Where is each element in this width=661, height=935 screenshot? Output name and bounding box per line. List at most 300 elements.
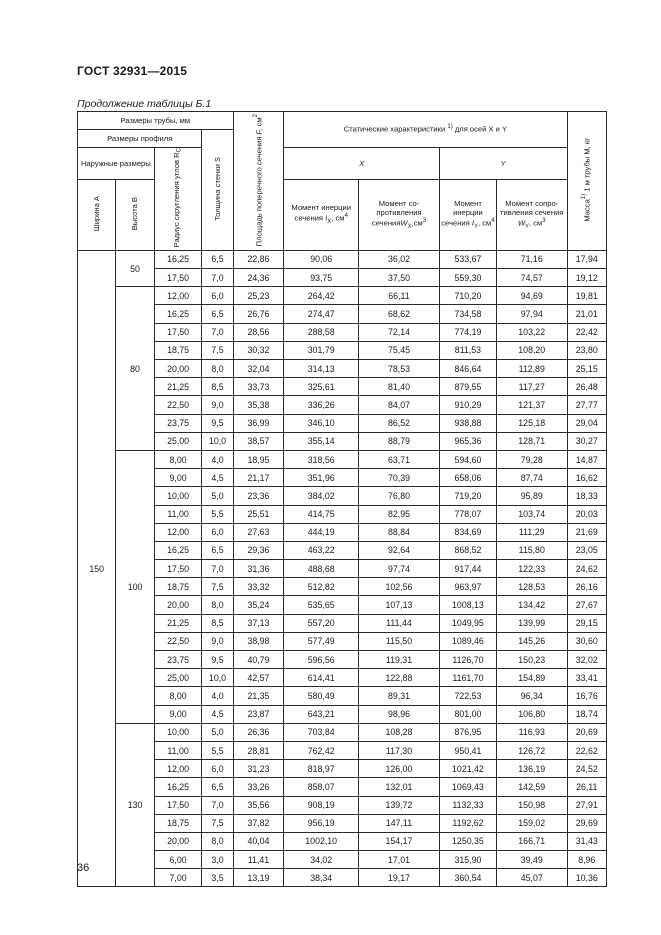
iy-cell: 811,53	[439, 341, 496, 359]
wx-cell: 70,39	[359, 469, 440, 487]
wx-cell: 19,17	[359, 869, 440, 887]
iy-cell: 315,90	[439, 851, 496, 869]
wy-cell: 74,57	[496, 269, 567, 287]
area-cell: 36,99	[233, 414, 284, 432]
wx-cell: 107,13	[359, 596, 440, 614]
mass-cell: 16,76	[567, 687, 606, 705]
area-cell: 33,32	[233, 578, 284, 596]
iy-cell: 876,95	[439, 723, 496, 741]
table-row	[78, 669, 607, 687]
area-cell: 28,56	[233, 323, 284, 341]
mass-cell: 27,91	[567, 796, 606, 814]
radius-cell: 17,50	[154, 560, 202, 578]
area-cell: 26,76	[233, 305, 284, 323]
iy-cell: 1132,33	[439, 796, 496, 814]
header-iy: Момент инерции сечения $I_Y$, $см^4$	[439, 180, 496, 251]
wall-cell: 6,0	[202, 287, 233, 305]
iy-cell: 658,06	[439, 469, 496, 487]
table-row	[78, 632, 607, 650]
wy-cell: 79,28	[496, 450, 567, 468]
iy-cell: 1250,35	[439, 832, 496, 850]
table-row	[78, 778, 607, 796]
wy-cell: 159,02	[496, 814, 567, 832]
wy-cell: 45,07	[496, 869, 567, 887]
wy-cell: 126,72	[496, 741, 567, 759]
wall-cell: 7,0	[202, 269, 233, 287]
wx-cell: 81,40	[359, 378, 440, 396]
wx-cell: 132,01	[359, 778, 440, 796]
area-cell: 35,56	[233, 796, 284, 814]
header-wx: Момент со-противления $сеченияW_X,см^3$	[359, 180, 440, 251]
area-cell: 33,26	[233, 778, 284, 796]
wall-cell: 7,5	[202, 578, 233, 596]
wall-cell: 6,5	[202, 250, 233, 268]
radius-cell: 20,00	[154, 596, 202, 614]
wall-cell: 7,0	[202, 796, 233, 814]
table-row	[78, 851, 607, 869]
area-cell: 21,35	[233, 687, 284, 705]
ix-cell: 355,14	[284, 432, 359, 450]
wall-cell: 8,5	[202, 614, 233, 632]
wall-cell: 10,0	[202, 669, 233, 687]
iy-cell: 360,54	[439, 869, 496, 887]
iy-cell: 774,19	[439, 323, 496, 341]
table-row	[78, 396, 607, 414]
wx-cell: 88,79	[359, 432, 440, 450]
wx-cell: 75,45	[359, 341, 440, 359]
radius-cell: 17,50	[154, 269, 202, 287]
ix-cell: 325,61	[284, 378, 359, 396]
wall-cell: 3,5	[202, 869, 233, 887]
wx-cell: 117,30	[359, 741, 440, 759]
table-row	[78, 269, 607, 287]
wy-cell: 106,80	[496, 705, 567, 723]
wx-cell: 108,28	[359, 723, 440, 741]
header-wy: Момент сопро-тивления сечения $W_Y$, $см^3$	[496, 180, 567, 251]
wx-cell: 139,72	[359, 796, 440, 814]
mass-cell: 14,87	[567, 450, 606, 468]
iy-cell: 910,29	[439, 396, 496, 414]
wall-cell: 10,0	[202, 432, 233, 450]
ix-cell: 314,13	[284, 360, 359, 378]
radius-cell: 16,25	[154, 541, 202, 559]
radius-cell: 22,50	[154, 632, 202, 650]
mass-cell: 26,48	[567, 378, 606, 396]
mass-cell: 18,33	[567, 487, 606, 505]
table-row	[78, 578, 607, 596]
area-cell: 26,36	[233, 723, 284, 741]
table-row	[78, 651, 607, 669]
wx-cell: 119,31	[359, 651, 440, 669]
table-row	[78, 469, 607, 487]
radius-cell: 18,75	[154, 578, 202, 596]
wx-cell: 111,44	[359, 614, 440, 632]
radius-cell: 11,00	[154, 505, 202, 523]
height-b-cell: 80	[116, 287, 154, 451]
radius-cell: 16,25	[154, 250, 202, 268]
mass-cell: 24,52	[567, 760, 606, 778]
wx-cell: 98,96	[359, 705, 440, 723]
table-row	[78, 487, 607, 505]
wx-cell: 92,64	[359, 541, 440, 559]
mass-cell: 26,11	[567, 778, 606, 796]
mass-cell: 30,60	[567, 632, 606, 650]
iy-cell: 834,69	[439, 523, 496, 541]
radius-cell: 10,00	[154, 723, 202, 741]
table-row	[78, 560, 607, 578]
area-cell: 40,79	[233, 651, 284, 669]
ix-cell: 463,22	[284, 541, 359, 559]
wy-cell: 121,37	[496, 396, 567, 414]
ix-cell: 274,47	[284, 305, 359, 323]
area-cell: 31,23	[233, 760, 284, 778]
wall-cell: 8,0	[202, 832, 233, 850]
area-cell: 37,13	[233, 614, 284, 632]
table-row	[78, 414, 607, 432]
table-row	[78, 760, 607, 778]
radius-cell: 23,75	[154, 414, 202, 432]
wy-cell: 125,18	[496, 414, 567, 432]
wy-cell: 145,26	[496, 632, 567, 650]
document-code: ГОСТ 32931—2015	[77, 64, 188, 78]
ix-cell: 703,84	[284, 723, 359, 741]
wall-cell: 5,0	[202, 487, 233, 505]
wall-cell: 7,5	[202, 341, 233, 359]
wx-cell: 68,62	[359, 305, 440, 323]
table-row	[78, 705, 607, 723]
mass-cell: 19,12	[567, 269, 606, 287]
iy-cell: 950,41	[439, 741, 496, 759]
wy-cell: 108,20	[496, 341, 567, 359]
table-row	[78, 796, 607, 814]
area-cell: 13,19	[233, 869, 284, 887]
ix-cell: 512,82	[284, 578, 359, 596]
wall-cell: 5,5	[202, 741, 233, 759]
table-row	[78, 432, 607, 450]
radius-cell: 6,00	[154, 851, 202, 869]
header-mass: Масса$^{1)}$ 1 м трубы M, кг	[567, 112, 606, 251]
wx-cell: 78,53	[359, 360, 440, 378]
height-b-cell: 130	[116, 723, 154, 887]
iy-cell: 1126,70	[439, 651, 496, 669]
table-row	[78, 341, 607, 359]
area-cell: 35,38	[233, 396, 284, 414]
wy-cell: 111,29	[496, 523, 567, 541]
radius-cell: 11,00	[154, 741, 202, 759]
mass-cell: 25,15	[567, 360, 606, 378]
iy-cell: 1161,70	[439, 669, 496, 687]
wx-cell: 82,95	[359, 505, 440, 523]
area-cell: 38,98	[233, 632, 284, 650]
table-body	[78, 250, 607, 887]
table-row	[78, 287, 607, 305]
iy-cell: 1021,42	[439, 760, 496, 778]
ix-cell: 318,56	[284, 450, 359, 468]
iy-cell: 963,97	[439, 578, 496, 596]
wall-cell: 9,5	[202, 651, 233, 669]
iy-cell: 710,20	[439, 287, 496, 305]
wx-cell: 84,07	[359, 396, 440, 414]
header-ix: Момент инерции сечения $I_X$, $см^4$	[284, 180, 359, 251]
wy-cell: 87,74	[496, 469, 567, 487]
area-cell: 35,24	[233, 596, 284, 614]
radius-cell: 12,00	[154, 760, 202, 778]
ix-cell: 384,02	[284, 487, 359, 505]
mass-cell: 16,62	[567, 469, 606, 487]
area-cell: 30,32	[233, 341, 284, 359]
page-number: 36	[77, 862, 90, 874]
wall-cell: 7,5	[202, 814, 233, 832]
ix-cell: 818,97	[284, 760, 359, 778]
radius-cell: 8,00	[154, 687, 202, 705]
radius-cell: 12,00	[154, 287, 202, 305]
wall-cell: 9,5	[202, 414, 233, 432]
ix-cell: 614,41	[284, 669, 359, 687]
wx-cell: 122,88	[359, 669, 440, 687]
wx-cell: 63,71	[359, 450, 440, 468]
wall-cell: 8,0	[202, 360, 233, 378]
mass-cell: 22,62	[567, 741, 606, 759]
mass-cell: 27,67	[567, 596, 606, 614]
area-cell: 23,36	[233, 487, 284, 505]
radius-cell: 17,50	[154, 323, 202, 341]
header-wall-thickness: Толщина стенки S	[202, 130, 233, 251]
ix-cell: 38,34	[284, 869, 359, 887]
header-static-characteristics: Статические характеристики $^{1)}$ для осей X и Y	[284, 112, 567, 148]
table-row	[78, 360, 607, 378]
wx-cell: 37,50	[359, 269, 440, 287]
iy-cell: 965,36	[439, 432, 496, 450]
wall-cell: 8,0	[202, 596, 233, 614]
mass-cell: 26,16	[567, 578, 606, 596]
radius-cell: 20,00	[154, 832, 202, 850]
ix-cell: 596,56	[284, 651, 359, 669]
ix-cell: 93,75	[284, 269, 359, 287]
wy-cell: 116,93	[496, 723, 567, 741]
radius-cell: 17,50	[154, 796, 202, 814]
radius-cell: 25,00	[154, 669, 202, 687]
ix-cell: 301,79	[284, 341, 359, 359]
mass-cell: 21,01	[567, 305, 606, 323]
ix-cell: 580,49	[284, 687, 359, 705]
height-b-cell: 50	[116, 250, 154, 286]
wy-cell: 166,71	[496, 832, 567, 850]
mass-cell: 31,43	[567, 832, 606, 850]
wy-cell: 95,89	[496, 487, 567, 505]
area-cell: 24,36	[233, 269, 284, 287]
area-cell: 37,82	[233, 814, 284, 832]
area-cell: 25,23	[233, 287, 284, 305]
radius-cell: 23,75	[154, 651, 202, 669]
wy-cell: 117,27	[496, 378, 567, 396]
wx-cell: 115,50	[359, 632, 440, 650]
mass-cell: 30,27	[567, 432, 606, 450]
wy-cell: 128,71	[496, 432, 567, 450]
table-row	[78, 814, 607, 832]
header-pipe-sizes: Размеры трубы, мм	[78, 112, 234, 130]
header-corner-radius: Радиус скругления углов $R_C$	[154, 148, 202, 251]
width-a-cell: 150	[78, 250, 116, 887]
wy-cell: 150,98	[496, 796, 567, 814]
ix-cell: 643,21	[284, 705, 359, 723]
iy-cell: 734,58	[439, 305, 496, 323]
iy-cell: 533,67	[439, 250, 496, 268]
area-cell: 27,63	[233, 523, 284, 541]
header-width-a: Ширина A	[78, 180, 116, 251]
radius-cell: 10,00	[154, 487, 202, 505]
wy-cell: 154,89	[496, 669, 567, 687]
radius-cell: 16,25	[154, 305, 202, 323]
area-cell: 31,36	[233, 560, 284, 578]
mass-cell: 21,69	[567, 523, 606, 541]
wy-cell: 134,42	[496, 596, 567, 614]
mass-cell: 23,80	[567, 341, 606, 359]
area-cell: 25,51	[233, 505, 284, 523]
mass-cell: 24,62	[567, 560, 606, 578]
iy-cell: 879,55	[439, 378, 496, 396]
wall-cell: 9,0	[202, 632, 233, 650]
wx-cell: 66,11	[359, 287, 440, 305]
wall-cell: 3,0	[202, 851, 233, 869]
area-cell: 29,36	[233, 541, 284, 559]
wx-cell: 88,84	[359, 523, 440, 541]
wy-cell: 139,99	[496, 614, 567, 632]
wy-cell: 39,49	[496, 851, 567, 869]
wall-cell: 4,5	[202, 469, 233, 487]
ix-cell: 956,19	[284, 814, 359, 832]
ix-cell: 1002,10	[284, 832, 359, 850]
radius-cell: 22,50	[154, 396, 202, 414]
wx-cell: 126,00	[359, 760, 440, 778]
table-row	[78, 596, 607, 614]
mass-cell: 18,74	[567, 705, 606, 723]
radius-cell: 21,25	[154, 378, 202, 396]
radius-cell: 18,75	[154, 814, 202, 832]
wy-cell: 122,33	[496, 560, 567, 578]
ix-cell: 858,07	[284, 778, 359, 796]
radius-cell: 20,00	[154, 360, 202, 378]
wall-cell: 6,0	[202, 523, 233, 541]
radius-cell: 9,00	[154, 469, 202, 487]
wall-cell: 9,0	[202, 396, 233, 414]
mass-cell: 20,03	[567, 505, 606, 523]
ix-cell: 288,58	[284, 323, 359, 341]
iy-cell: 917,44	[439, 560, 496, 578]
wx-cell: 147,11	[359, 814, 440, 832]
area-cell: 28,81	[233, 741, 284, 759]
table-row	[78, 323, 607, 341]
wall-cell: 6,0	[202, 760, 233, 778]
mass-cell: 19,81	[567, 287, 606, 305]
wy-cell: 103,22	[496, 323, 567, 341]
wall-cell: 4,0	[202, 450, 233, 468]
area-cell: 40,04	[233, 832, 284, 850]
wy-cell: 112,89	[496, 360, 567, 378]
iy-cell: 594,60	[439, 450, 496, 468]
area-cell: 22,86	[233, 250, 284, 268]
mass-cell: 27,77	[567, 396, 606, 414]
ix-cell: 90,06	[284, 250, 359, 268]
iy-cell: 1069,43	[439, 778, 496, 796]
wx-cell: 89,31	[359, 687, 440, 705]
iy-cell: 1049,95	[439, 614, 496, 632]
wy-cell: 94,69	[496, 287, 567, 305]
iy-cell: 1089,46	[439, 632, 496, 650]
wall-cell: 8,5	[202, 378, 233, 396]
iy-cell: 801,00	[439, 705, 496, 723]
iy-cell: 938,88	[439, 414, 496, 432]
wall-cell: 7,0	[202, 323, 233, 341]
wy-cell: 142,59	[496, 778, 567, 796]
radius-cell: 7,00	[154, 869, 202, 887]
radius-cell: 25,00	[154, 432, 202, 450]
table-row	[78, 832, 607, 850]
header-axis-x: X	[284, 148, 440, 180]
wy-cell: 136,19	[496, 760, 567, 778]
mass-cell: 17,94	[567, 250, 606, 268]
radius-cell: 21,25	[154, 614, 202, 632]
radius-cell: 12,00	[154, 523, 202, 541]
wall-cell: 4,5	[202, 705, 233, 723]
table-row	[78, 450, 607, 468]
iy-cell: 719,20	[439, 487, 496, 505]
ix-cell: 444,19	[284, 523, 359, 541]
ix-cell: 577,49	[284, 632, 359, 650]
iy-cell: 846,64	[439, 360, 496, 378]
wy-cell: 115,80	[496, 541, 567, 559]
mass-cell: 29,04	[567, 414, 606, 432]
mass-cell: 22,42	[567, 323, 606, 341]
mass-cell: 23,05	[567, 541, 606, 559]
wx-cell: 76,80	[359, 487, 440, 505]
table-row	[78, 250, 607, 268]
height-b-cell: 100	[116, 450, 154, 723]
wy-cell: 96,34	[496, 687, 567, 705]
header-outer-sizes: Наружные размеры	[78, 148, 155, 180]
area-cell: 23,87	[233, 705, 284, 723]
ix-cell: 762,42	[284, 741, 359, 759]
properties-table	[77, 111, 607, 887]
mass-cell: 29,15	[567, 614, 606, 632]
table-caption: Продолжение таблицы Б.1	[77, 98, 212, 110]
wx-cell: 72,14	[359, 323, 440, 341]
mass-cell: 20,69	[567, 723, 606, 741]
table-row	[78, 869, 607, 887]
table-row	[78, 378, 607, 396]
ix-cell: 414,75	[284, 505, 359, 523]
table-row	[78, 687, 607, 705]
iy-cell: 778,07	[439, 505, 496, 523]
area-cell: 18,95	[233, 450, 284, 468]
header-profile-sizes: Размеры профиля	[78, 130, 202, 148]
wy-cell: 97,94	[496, 305, 567, 323]
wx-cell: 86,52	[359, 414, 440, 432]
wall-cell: 6,5	[202, 305, 233, 323]
wy-cell: 150,23	[496, 651, 567, 669]
ix-cell: 264,42	[284, 287, 359, 305]
header-area: Площадь поперечного сечения F, $см^2$	[233, 112, 284, 251]
wx-cell: 17,01	[359, 851, 440, 869]
wall-cell: 5,5	[202, 505, 233, 523]
wall-cell: 5,0	[202, 723, 233, 741]
area-cell: 32,04	[233, 360, 284, 378]
ix-cell: 351,96	[284, 469, 359, 487]
table-row	[78, 505, 607, 523]
wy-cell: 103,74	[496, 505, 567, 523]
iy-cell: 1008,13	[439, 596, 496, 614]
radius-cell: 8,00	[154, 450, 202, 468]
wy-cell: 128,53	[496, 578, 567, 596]
